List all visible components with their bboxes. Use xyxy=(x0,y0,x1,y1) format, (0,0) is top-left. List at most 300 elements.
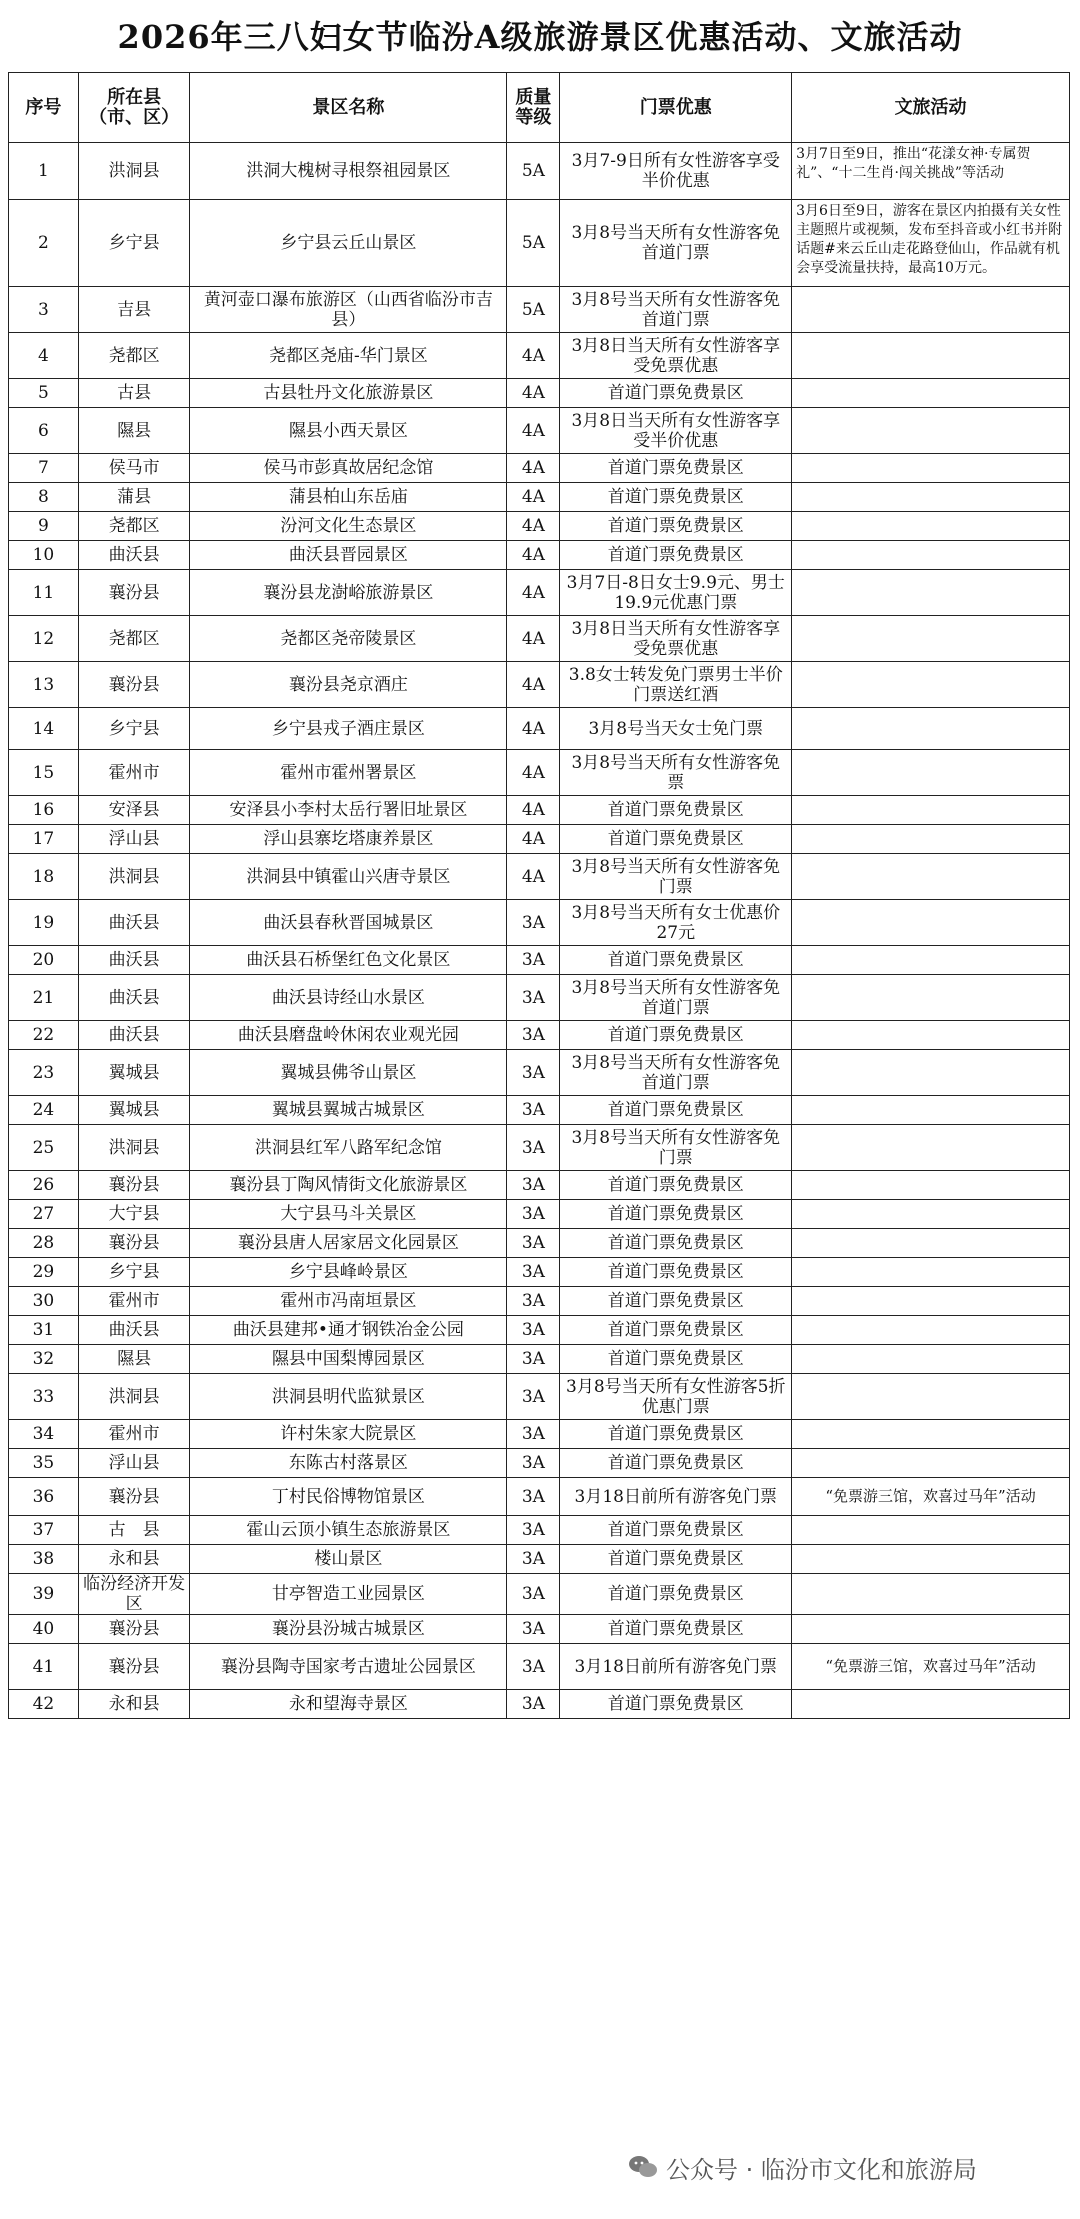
cell-grade: 4A xyxy=(507,333,560,379)
table-row xyxy=(9,1021,1070,1050)
cell-county: 隰县 xyxy=(78,408,190,454)
cell-county: 永和县 xyxy=(78,1545,190,1574)
cell-grade: 4A xyxy=(507,825,560,854)
cell-grade: 3A xyxy=(507,1316,560,1345)
header-no: 序号 xyxy=(9,73,79,143)
table-row xyxy=(9,1478,1070,1516)
cell-name: 尧都区尧帝陵景区 xyxy=(190,616,507,662)
cell-ticket: 首道门票免费景区 xyxy=(560,1229,792,1258)
cell-no: 11 xyxy=(9,570,79,616)
cell-grade: 4A xyxy=(507,570,560,616)
header-name: 景区名称 xyxy=(190,73,507,143)
cell-name: 蒲县柏山东岳庙 xyxy=(190,483,507,512)
cell-ticket: 首道门票免费景区 xyxy=(560,1574,792,1615)
cell-grade: 4A xyxy=(507,541,560,570)
cell-grade: 3A xyxy=(507,946,560,975)
cell-no: 13 xyxy=(9,662,79,708)
cell-grade: 4A xyxy=(507,796,560,825)
cell-name: 汾河文化生态景区 xyxy=(190,512,507,541)
table-row xyxy=(9,616,1070,662)
cell-ticket: 3月8日当天所有女性游客享受半价优惠 xyxy=(560,408,792,454)
cell-county: 蒲县 xyxy=(78,483,190,512)
cell-ticket: 首道门票免费景区 xyxy=(560,1287,792,1316)
cell-activity xyxy=(792,975,1070,1021)
cell-grade: 4A xyxy=(507,662,560,708)
cell-county: 乡宁县 xyxy=(78,708,190,750)
cell-name: 洪洞县中镇霍山兴唐寺景区 xyxy=(190,854,507,900)
cell-grade: 3A xyxy=(507,1615,560,1644)
cell-name: 乡宁县云丘山景区 xyxy=(190,200,507,287)
cell-name: 楼山景区 xyxy=(190,1545,507,1574)
cell-activity xyxy=(792,1374,1070,1420)
cell-grade: 3A xyxy=(507,1258,560,1287)
page-title: 2026年三八妇女节临汾A级旅游景区优惠活动、文旅活动 xyxy=(117,18,963,56)
cell-county: 隰县 xyxy=(78,1345,190,1374)
cell-county: 襄汾县 xyxy=(78,1171,190,1200)
cell-county: 浮山县 xyxy=(78,1449,190,1478)
cell-grade: 3A xyxy=(507,1449,560,1478)
cell-ticket: 3月8日当天所有女性游客享受免票优惠 xyxy=(560,333,792,379)
cell-name: 曲沃县晋园景区 xyxy=(190,541,507,570)
table-row xyxy=(9,825,1070,854)
cell-activity xyxy=(792,825,1070,854)
header-activity: 文旅活动 xyxy=(792,73,1070,143)
cell-activity xyxy=(792,1316,1070,1345)
cell-name: 曲沃县诗经山水景区 xyxy=(190,975,507,1021)
cell-activity xyxy=(792,1229,1070,1258)
cell-no: 42 xyxy=(9,1690,79,1719)
table-row xyxy=(9,854,1070,900)
cell-name: 隰县小西天景区 xyxy=(190,408,507,454)
cell-ticket: 首道门票免费景区 xyxy=(560,1345,792,1374)
cell-name: 乡宁县峰岭景区 xyxy=(190,1258,507,1287)
cell-activity xyxy=(792,854,1070,900)
cell-grade: 3A xyxy=(507,1096,560,1125)
cell-county: 曲沃县 xyxy=(78,1316,190,1345)
cell-grade: 3A xyxy=(507,975,560,1021)
cell-activity xyxy=(792,1021,1070,1050)
cell-county: 侯马市 xyxy=(78,454,190,483)
cell-no: 34 xyxy=(9,1420,79,1449)
cell-no: 9 xyxy=(9,512,79,541)
cell-name: 侯马市彭真故居纪念馆 xyxy=(190,454,507,483)
cell-grade: 3A xyxy=(507,1021,560,1050)
cell-county: 霍州市 xyxy=(78,750,190,796)
cell-grade: 3A xyxy=(507,1644,560,1690)
cell-county: 洪洞县 xyxy=(78,1125,190,1171)
cell-activity xyxy=(792,1615,1070,1644)
cell-activity xyxy=(792,1345,1070,1374)
table-row xyxy=(9,1229,1070,1258)
cell-no: 28 xyxy=(9,1229,79,1258)
cell-county: 洪洞县 xyxy=(78,854,190,900)
cell-no: 31 xyxy=(9,1316,79,1345)
table-row xyxy=(9,796,1070,825)
cell-no: 30 xyxy=(9,1287,79,1316)
cell-activity xyxy=(792,750,1070,796)
cell-name: 安泽县小李村太岳行署旧址景区 xyxy=(190,796,507,825)
cell-name: 东陈古村落景区 xyxy=(190,1449,507,1478)
table-row xyxy=(9,333,1070,379)
cell-county: 曲沃县 xyxy=(78,975,190,1021)
cell-activity xyxy=(792,333,1070,379)
cell-county: 襄汾县 xyxy=(78,1644,190,1690)
cell-county: 浮山县 xyxy=(78,825,190,854)
cell-no: 10 xyxy=(9,541,79,570)
cell-name: 襄汾县唐人居家居文化园景区 xyxy=(190,1229,507,1258)
cell-ticket: 3月8号当天所有女性游客免首道门票 xyxy=(560,200,792,287)
cell-grade: 3A xyxy=(507,1516,560,1545)
cell-no: 25 xyxy=(9,1125,79,1171)
cell-ticket: 首道门票免费景区 xyxy=(560,1200,792,1229)
cell-activity xyxy=(792,616,1070,662)
cell-name: 黄河壶口瀑布旅游区（山西省临汾市吉县） xyxy=(190,287,507,333)
table-header-row xyxy=(9,73,1070,143)
cell-name: 襄汾县陶寺国家考古遗址公园景区 xyxy=(190,1644,507,1690)
cell-name: 洪洞县明代监狱景区 xyxy=(190,1374,507,1420)
cell-grade: 3A xyxy=(507,1420,560,1449)
cell-no: 19 xyxy=(9,900,79,946)
cell-ticket: 3月8号当天所有女性游客免门票 xyxy=(560,1125,792,1171)
watermark-text: 公众号 · 临汾市文化和旅游局 xyxy=(666,2155,977,2184)
cell-grade: 3A xyxy=(507,1545,560,1574)
table-row xyxy=(9,541,1070,570)
table-row xyxy=(9,1615,1070,1644)
cell-ticket: 3月8号当天所有女性游客免首道门票 xyxy=(560,287,792,333)
cell-no: 32 xyxy=(9,1345,79,1374)
cell-ticket: 首道门票免费景区 xyxy=(560,1096,792,1125)
cell-activity xyxy=(792,1287,1070,1316)
cell-county: 古 县 xyxy=(78,1516,190,1545)
cell-name: 曲沃县春秋晋国城景区 xyxy=(190,900,507,946)
cell-activity xyxy=(792,708,1070,750)
cell-activity xyxy=(792,662,1070,708)
table-row xyxy=(9,287,1070,333)
cell-county: 临汾经济开发区 xyxy=(78,1574,190,1615)
cell-county: 吉县 xyxy=(78,287,190,333)
cell-activity: “免票游三馆，欢喜过马年”活动 xyxy=(792,1644,1070,1690)
cell-ticket: 3月18日前所有游客免门票 xyxy=(560,1478,792,1516)
cell-county: 尧都区 xyxy=(78,512,190,541)
cell-no: 17 xyxy=(9,825,79,854)
cell-ticket: 首道门票免费景区 xyxy=(560,1021,792,1050)
cell-ticket: 首道门票免费景区 xyxy=(560,946,792,975)
cell-no: 5 xyxy=(9,379,79,408)
cell-name: 大宁县马斗关景区 xyxy=(190,1200,507,1229)
cell-no: 23 xyxy=(9,1050,79,1096)
cell-ticket: 首道门票免费景区 xyxy=(560,379,792,408)
table-row xyxy=(9,512,1070,541)
table-row xyxy=(9,1316,1070,1345)
cell-name: 永和望海寺景区 xyxy=(190,1690,507,1719)
cell-no: 38 xyxy=(9,1545,79,1574)
cell-ticket: 首道门票免费景区 xyxy=(560,1615,792,1644)
cell-no: 35 xyxy=(9,1449,79,1478)
table-row xyxy=(9,1125,1070,1171)
cell-name: 古县牡丹文化旅游景区 xyxy=(190,379,507,408)
cell-no: 18 xyxy=(9,854,79,900)
cell-activity xyxy=(792,287,1070,333)
cell-activity xyxy=(792,1200,1070,1229)
cell-activity: 3月6日至9日，游客在景区内拍摄有关女性主题照片或视频，发布至抖音或小红书并附话题#来云丘山走花路登仙山，作品就有机会享受流量扶持，最高10万元。 xyxy=(792,200,1070,287)
cell-activity xyxy=(792,796,1070,825)
table-row xyxy=(9,1171,1070,1200)
cell-name: 乡宁县戎子酒庄景区 xyxy=(190,708,507,750)
table-row xyxy=(9,454,1070,483)
table-row xyxy=(9,975,1070,1021)
cell-ticket: 首道门票免费景区 xyxy=(560,825,792,854)
cell-grade: 3A xyxy=(507,1374,560,1420)
cell-county: 襄汾县 xyxy=(78,662,190,708)
cell-county: 曲沃县 xyxy=(78,541,190,570)
cell-grade: 4A xyxy=(507,750,560,796)
cell-county: 永和县 xyxy=(78,1690,190,1719)
cell-county: 襄汾县 xyxy=(78,1478,190,1516)
table-row xyxy=(9,570,1070,616)
cell-activity xyxy=(792,1096,1070,1125)
cell-ticket: 3月7日-8日女士9.9元、男士19.9元优惠门票 xyxy=(560,570,792,616)
table-row xyxy=(9,1420,1070,1449)
cell-no: 24 xyxy=(9,1096,79,1125)
cell-county: 襄汾县 xyxy=(78,1229,190,1258)
cell-no: 16 xyxy=(9,796,79,825)
cell-name: 襄汾县龙澍峪旅游景区 xyxy=(190,570,507,616)
table-row xyxy=(9,708,1070,750)
cell-ticket: 首道门票免费景区 xyxy=(560,1516,792,1545)
cell-county: 曲沃县 xyxy=(78,946,190,975)
cell-name: 曲沃县石桥堡红色文化景区 xyxy=(190,946,507,975)
cell-name: 霍州市冯南垣景区 xyxy=(190,1287,507,1316)
cell-activity xyxy=(792,1420,1070,1449)
cell-grade: 5A xyxy=(507,200,560,287)
cell-grade: 4A xyxy=(507,454,560,483)
cell-grade: 3A xyxy=(507,1125,560,1171)
cell-county: 曲沃县 xyxy=(78,1021,190,1050)
cell-county: 洪洞县 xyxy=(78,1374,190,1420)
cell-county: 古县 xyxy=(78,379,190,408)
cell-activity: 3月7日至9日，推出“花漾女神·专属贺礼”、“十二生肖·闯关挑战”等活动 xyxy=(792,143,1070,200)
cell-ticket: 3月8号当天所有女性游客免票 xyxy=(560,750,792,796)
cell-no: 29 xyxy=(9,1258,79,1287)
cell-ticket: 3月8号当天所有女性游客免首道门票 xyxy=(560,1050,792,1096)
cell-ticket: 3月8号当天所有女士优惠价27元 xyxy=(560,900,792,946)
cell-name: 甘亭智造工业园景区 xyxy=(190,1574,507,1615)
cell-county: 乡宁县 xyxy=(78,200,190,287)
cell-grade: 3A xyxy=(507,1171,560,1200)
cell-grade: 4A xyxy=(507,512,560,541)
cell-no: 39 xyxy=(9,1574,79,1615)
cell-name: 翼城县佛爷山景区 xyxy=(190,1050,507,1096)
cell-activity xyxy=(792,1545,1070,1574)
cell-grade: 3A xyxy=(507,1229,560,1258)
cell-no: 3 xyxy=(9,287,79,333)
cell-no: 2 xyxy=(9,200,79,287)
cell-grade: 3A xyxy=(507,1478,560,1516)
cell-name: 霍山云顶小镇生态旅游景区 xyxy=(190,1516,507,1545)
cell-no: 20 xyxy=(9,946,79,975)
cell-name: 襄汾县汾城古城景区 xyxy=(190,1615,507,1644)
table-row xyxy=(9,1050,1070,1096)
cell-county: 尧都区 xyxy=(78,616,190,662)
cell-grade: 3A xyxy=(507,1287,560,1316)
cell-county: 襄汾县 xyxy=(78,1615,190,1644)
scenic-table xyxy=(8,72,1070,1719)
cell-name: 尧都区尧庙-华门景区 xyxy=(190,333,507,379)
cell-name: 隰县中国梨博园景区 xyxy=(190,1345,507,1374)
header-county: 所在县（市、区） xyxy=(78,73,190,143)
cell-no: 21 xyxy=(9,975,79,1021)
table-row xyxy=(9,946,1070,975)
cell-no: 15 xyxy=(9,750,79,796)
cell-name: 洪洞县红军八路军纪念馆 xyxy=(190,1125,507,1171)
cell-ticket: 3月8日当天所有女性游客享受免票优惠 xyxy=(560,616,792,662)
cell-activity xyxy=(792,379,1070,408)
cell-no: 22 xyxy=(9,1021,79,1050)
table-row xyxy=(9,1096,1070,1125)
header-ticket: 门票优惠 xyxy=(560,73,792,143)
cell-ticket: 首道门票免费景区 xyxy=(560,1420,792,1449)
cell-no: 37 xyxy=(9,1516,79,1545)
table-row xyxy=(9,1287,1070,1316)
cell-grade: 5A xyxy=(507,287,560,333)
cell-grade: 4A xyxy=(507,483,560,512)
cell-grade: 3A xyxy=(507,1345,560,1374)
cell-ticket: 3月8号当天所有女性游客5折优惠门票 xyxy=(560,1374,792,1420)
cell-no: 14 xyxy=(9,708,79,750)
table-row xyxy=(9,662,1070,708)
cell-county: 翼城县 xyxy=(78,1096,190,1125)
cell-grade: 3A xyxy=(507,1574,560,1615)
cell-ticket: 3.8女士转发免门票男士半价门票送红酒 xyxy=(560,662,792,708)
table-row xyxy=(9,1258,1070,1287)
cell-ticket: 3月8号当天女士免门票 xyxy=(560,708,792,750)
cell-activity xyxy=(792,1690,1070,1719)
cell-ticket: 首道门票免费景区 xyxy=(560,796,792,825)
cell-ticket: 首道门票免费景区 xyxy=(560,512,792,541)
cell-activity xyxy=(792,1574,1070,1615)
table-row xyxy=(9,1374,1070,1420)
cell-activity xyxy=(792,900,1070,946)
cell-county: 安泽县 xyxy=(78,796,190,825)
cell-activity xyxy=(792,570,1070,616)
cell-activity: “免票游三馆，欢喜过马年”活动 xyxy=(792,1478,1070,1516)
table-row xyxy=(9,1644,1070,1690)
cell-no: 6 xyxy=(9,408,79,454)
table-row xyxy=(9,1449,1070,1478)
table-row xyxy=(9,1690,1070,1719)
cell-grade: 3A xyxy=(507,1690,560,1719)
cell-name: 翼城县翼城古城景区 xyxy=(190,1096,507,1125)
cell-county: 尧都区 xyxy=(78,333,190,379)
cell-ticket: 首道门票免费景区 xyxy=(560,454,792,483)
cell-county: 霍州市 xyxy=(78,1420,190,1449)
cell-ticket: 首道门票免费景区 xyxy=(560,1545,792,1574)
table-row xyxy=(9,1516,1070,1545)
header-grade: 质量等级 xyxy=(507,73,560,143)
cell-name: 洪洞大槐树寻根祭祖园景区 xyxy=(190,143,507,200)
cell-county: 乡宁县 xyxy=(78,1258,190,1287)
cell-ticket: 3月8号当天所有女性游客免首道门票 xyxy=(560,975,792,1021)
table-row xyxy=(9,1574,1070,1615)
table-row xyxy=(9,483,1070,512)
table-row xyxy=(9,1545,1070,1574)
table-row xyxy=(9,143,1070,200)
cell-activity xyxy=(792,1516,1070,1545)
cell-activity xyxy=(792,1258,1070,1287)
cell-activity xyxy=(792,408,1070,454)
cell-county: 大宁县 xyxy=(78,1200,190,1229)
cell-ticket: 首道门票免费景区 xyxy=(560,1258,792,1287)
cell-name: 霍州市霍州署景区 xyxy=(190,750,507,796)
cell-no: 8 xyxy=(9,483,79,512)
cell-activity xyxy=(792,483,1070,512)
cell-no: 33 xyxy=(9,1374,79,1420)
cell-no: 12 xyxy=(9,616,79,662)
cell-name: 曲沃县磨盘岭休闲农业观光园 xyxy=(190,1021,507,1050)
cell-ticket: 首道门票免费景区 xyxy=(560,1449,792,1478)
cell-ticket: 首道门票免费景区 xyxy=(560,1171,792,1200)
table-row xyxy=(9,750,1070,796)
cell-activity xyxy=(792,512,1070,541)
watermark xyxy=(628,2146,1068,2188)
cell-grade: 3A xyxy=(507,900,560,946)
cell-name: 浮山县寨圪塔康养景区 xyxy=(190,825,507,854)
table-row xyxy=(9,1345,1070,1374)
cell-grade: 4A xyxy=(507,379,560,408)
cell-activity xyxy=(792,946,1070,975)
cell-county: 翼城县 xyxy=(78,1050,190,1096)
cell-activity xyxy=(792,1050,1070,1096)
cell-grade: 4A xyxy=(507,854,560,900)
cell-grade: 3A xyxy=(507,1050,560,1096)
cell-no: 7 xyxy=(9,454,79,483)
cell-no: 40 xyxy=(9,1615,79,1644)
table-row xyxy=(9,379,1070,408)
cell-no: 1 xyxy=(9,143,79,200)
wechat-icon xyxy=(628,2154,658,2180)
cell-no: 41 xyxy=(9,1644,79,1690)
cell-county: 襄汾县 xyxy=(78,570,190,616)
cell-activity xyxy=(792,1171,1070,1200)
cell-ticket: 3月7-9日所有女性游客享受半价优惠 xyxy=(560,143,792,200)
cell-activity xyxy=(792,1125,1070,1171)
cell-ticket: 3月8号当天所有女性游客免门票 xyxy=(560,854,792,900)
cell-no: 4 xyxy=(9,333,79,379)
cell-ticket: 首道门票免费景区 xyxy=(560,483,792,512)
cell-grade: 5A xyxy=(507,143,560,200)
cell-activity xyxy=(792,454,1070,483)
cell-ticket: 首道门票免费景区 xyxy=(560,541,792,570)
cell-name: 丁村民俗博物馆景区 xyxy=(190,1478,507,1516)
cell-name: 襄汾县丁陶风情街文化旅游景区 xyxy=(190,1171,507,1200)
cell-grade: 3A xyxy=(507,1200,560,1229)
table-row xyxy=(9,1200,1070,1229)
cell-ticket: 3月18日前所有游客免门票 xyxy=(560,1644,792,1690)
cell-activity xyxy=(792,1449,1070,1478)
cell-ticket: 首道门票免费景区 xyxy=(560,1316,792,1345)
table-row xyxy=(9,900,1070,946)
cell-grade: 4A xyxy=(507,408,560,454)
cell-county: 洪洞县 xyxy=(78,143,190,200)
table-row xyxy=(9,200,1070,287)
cell-no: 26 xyxy=(9,1171,79,1200)
cell-activity xyxy=(792,541,1070,570)
cell-county: 霍州市 xyxy=(78,1287,190,1316)
cell-ticket: 首道门票免费景区 xyxy=(560,1690,792,1719)
cell-county: 曲沃县 xyxy=(78,900,190,946)
table-row xyxy=(9,408,1070,454)
cell-grade: 4A xyxy=(507,616,560,662)
